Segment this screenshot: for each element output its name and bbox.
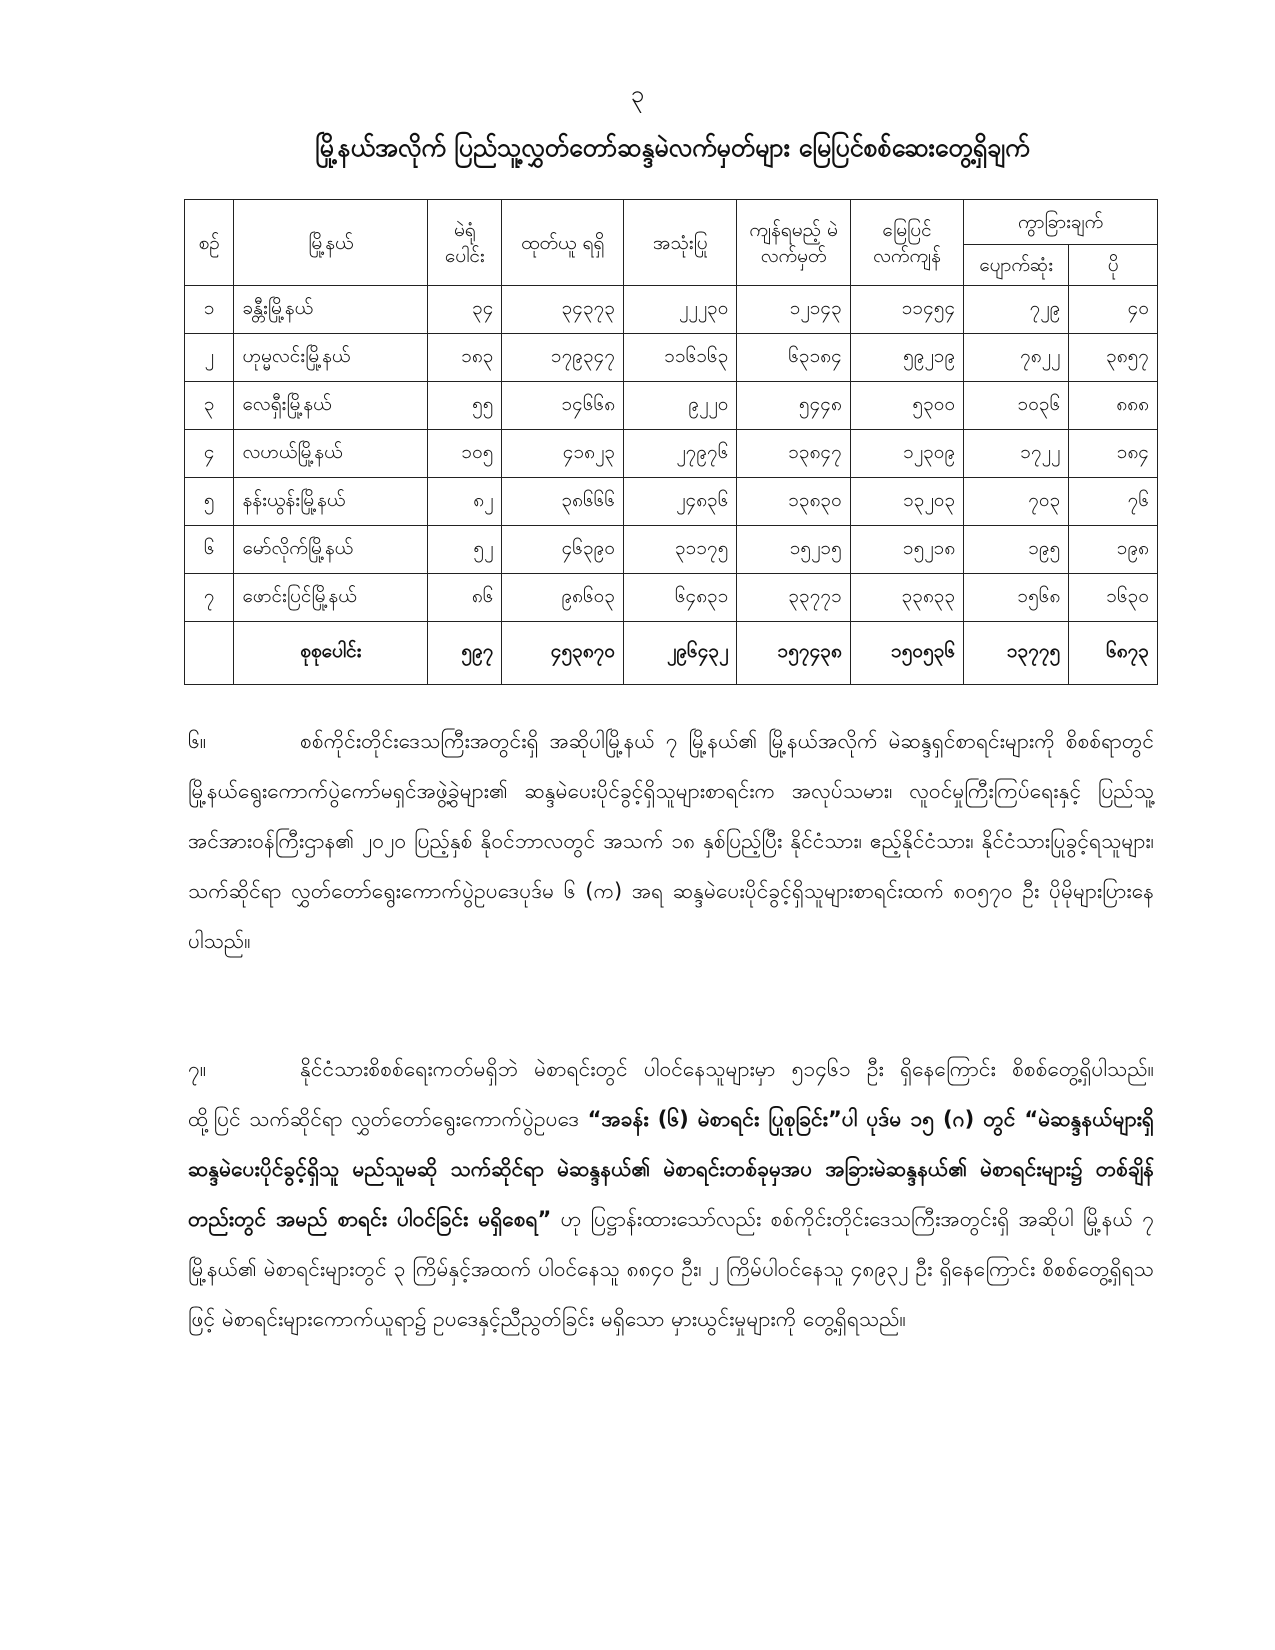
- cell-extra: ၁၉၈: [1069, 526, 1158, 574]
- header-no: စဉ်: [185, 200, 234, 286]
- cell-used: ၆၄၈၃၁: [624, 574, 737, 622]
- cell-actual: ၁၃၂၀၃: [850, 478, 963, 526]
- cell-issued: ၃၄၃၇၃: [502, 286, 624, 334]
- cell-remaining: ၁၃၈၃၀: [737, 478, 850, 526]
- cell-remaining: ၁၅၂၁၅: [737, 526, 850, 574]
- cell-extra: ၃၈၅၇: [1069, 334, 1158, 382]
- header-difference: ကွာခြားချက်: [964, 200, 1158, 245]
- total-remaining: ၁၅၇၄၃၈: [737, 622, 850, 685]
- cell-township: ဟုမ္မလင်းမြို့နယ်: [234, 334, 428, 382]
- table-row: [185, 574, 1158, 622]
- total-issued: ၄၅၃၈၇၀: [502, 622, 624, 685]
- header-missing: ပျောက်ဆုံး: [964, 245, 1069, 286]
- cell-used: ၂၇၉၇၆: [624, 430, 737, 478]
- cell-voters: ၁၈၃: [428, 334, 502, 382]
- cell-voters: ၁၀၅: [428, 430, 502, 478]
- cell-extra: ၁၆၃၀: [1069, 574, 1158, 622]
- cell-township: မော်လိုက်မြို့နယ်: [234, 526, 428, 574]
- cell-missing: ၇၂၉: [964, 286, 1069, 334]
- cell-remaining: ၆၃၁၈၄: [737, 334, 850, 382]
- cell-no: ၃: [185, 382, 234, 430]
- table-row: [185, 286, 1158, 334]
- cell-township: ခန္တီးမြို့နယ်: [234, 286, 428, 334]
- cell-township: လေရှီးမြို့နယ်: [234, 382, 428, 430]
- cell-remaining: ၁၂၁၄၃: [737, 286, 850, 334]
- cell-issued: ၄၆၃၉၀: [502, 526, 624, 574]
- cell-no: ၅: [185, 478, 234, 526]
- cell-actual: ၅၉၂၁၉: [850, 334, 963, 382]
- cell-issued: ၃၈၆၆၆: [502, 478, 624, 526]
- cell-no: ၄: [185, 430, 234, 478]
- paragraph-7-law-quote: “အခန်း (၆) မဲစာရင်း ပြုစုခြင်း”ပါ ပုဒ်မ ၁၅ (ဂ) တွင် “မဲဆန္ဒနယ်များရှိ ဆန္ဒမဲပေးပိုင်ခွင့်ရှိသူ မည်သူမဆို သက်ဆိုင်ရာ မဲဆန္ဒနယ်၏ မဲစာရင်းတစ်ခုမှအပ အခြားမဲဆန္ဒနယ်၏ မဲစာရင်းများ၌ တစ်ချိန်တည်းတွင် အမည် စာရင်း ပါဝင်ခြင်း မရှိစေရ”: [188, 1107, 1154, 1231]
- cell-used: ၂၄၈၃၆: [624, 478, 737, 526]
- header-township: မြို့နယ်: [234, 200, 428, 286]
- cell-extra: ၄၀: [1069, 286, 1158, 334]
- cell-missing: ၇၈၂၂: [964, 334, 1069, 382]
- cell-used: ၂၂၂၃၀: [624, 286, 737, 334]
- cell-used: ၃၁၁၇၅: [624, 526, 737, 574]
- cell-extra: ၁၈၄: [1069, 430, 1158, 478]
- total-missing: ၁၃၇၇၅: [964, 622, 1069, 685]
- paragraph-6: [188, 716, 1154, 966]
- cell-no-empty: [185, 622, 234, 685]
- paragraph-7-number: ၇။: [188, 1057, 207, 1081]
- cell-voters: ၅၂: [428, 526, 502, 574]
- cell-actual: ၁၁၄၅၄: [850, 286, 963, 334]
- page-title: မြို့နယ်အလိုက် ပြည်သူ့လွှတ်တော်ဆန္ဒမဲလက်မှတ်များ မြေပြင်စစ်ဆေးတွေ့ရှိချက်: [315, 133, 1030, 162]
- header-actual: မြေပြင် လက်ကျန်: [850, 200, 963, 286]
- cell-missing: ၁၉၅: [964, 526, 1069, 574]
- page-number: ၃: [630, 80, 645, 108]
- cell-remaining: ၃၃၇၇၁: [737, 574, 850, 622]
- cell-missing: ၁၀၃၆: [964, 382, 1069, 430]
- cell-no: ၇: [185, 574, 234, 622]
- cell-actual: ၃၃၈၃၃: [850, 574, 963, 622]
- total-used: ၂၉၆၄၃၂: [624, 622, 737, 685]
- cell-issued: ၁၄၆၆၈: [502, 382, 624, 430]
- cell-no: ၁: [185, 286, 234, 334]
- cell-used: ၉၂၂၀: [624, 382, 737, 430]
- header-used: အသုံးပြု: [624, 200, 737, 286]
- cell-missing: ၁၅၆၈: [964, 574, 1069, 622]
- cell-township: နန်းယွန်းမြို့နယ်: [234, 478, 428, 526]
- paragraph-7: [188, 1044, 1154, 1344]
- cell-extra: ၈၈၈: [1069, 382, 1158, 430]
- cell-voters: ၈၆: [428, 574, 502, 622]
- paragraph-6-number: ၆။: [188, 729, 207, 753]
- total-voters: ၅၉၇: [428, 622, 502, 685]
- cell-voters: ၈၂: [428, 478, 502, 526]
- table-total-row: [185, 622, 1158, 685]
- cell-remaining: ၅၄၄၈: [737, 382, 850, 430]
- cell-used: ၁၁၆၁၆၃: [624, 334, 737, 382]
- cell-no: ၆: [185, 526, 234, 574]
- total-actual: ၁၅၀၅၃၆: [850, 622, 963, 685]
- table-row: [185, 382, 1158, 430]
- header-voters: မဲရုံ ပေါင်း: [428, 200, 502, 286]
- cell-township: လဟယ်မြို့နယ်: [234, 430, 428, 478]
- cell-no: ၂: [185, 334, 234, 382]
- cell-issued: ၄၁၈၂၃: [502, 430, 624, 478]
- total-label: စုစုပေါင်း: [234, 622, 428, 685]
- cell-voters: ၃၄: [428, 286, 502, 334]
- paragraph-7-text-2: ဟု ပြဋ္ဌာန်းထားသော်လည်း စစ်ကိုင်းတိုင်းဒေသကြီးအတွင်းရှိ အဆိုပါ မြို့နယ် ၇ မြို့နယ်၏ မဲစာရင်းများတွင် ၃ ကြိမ်နှင့်အထက် ပါဝင်နေသူ ၈၈၄၀ ဦး၊ ၂ ကြိမ်ပါဝင်နေသူ ၄၈၉၃၂ ဦး ရှိနေကြောင်း စိစစ်တွေ့ရှိရသဖြင့် မဲစာရင်းများကောက်ယူရာ၌ ဥပဒေနှင့်ညီညွတ်ခြင်း မရှိသော မှားယွင်းမှုများကို တွေ့ရှိရသည်။: [188, 1207, 1155, 1331]
- ballot-inspection-table: [184, 199, 1158, 685]
- cell-missing: ၁၇၂၂: [964, 430, 1069, 478]
- paragraph-6-text: စစ်ကိုင်းတိုင်းဒေသကြီးအတွင်းရှိ အဆိုပါမြို့နယ် ၇ မြို့နယ်၏ မြို့နယ်အလိုက် မဲဆန္ဒရှင်စာရင်းများကို စိစစ်ရာတွင် မြို့နယ်ရွေးကောက်ပွဲကော်မရှင်အဖွဲ့ခွဲများ၏ ဆန္ဒမဲပေးပိုင်ခွင့်ရှိသူများစာရင်းက အလုပ်သမား၊ လူဝင်မှုကြီးကြပ်ရေးနှင့် ပြည်သူ့အင်အားဝန်ကြီးဌာန၏ ၂၀၂၀ ပြည့်နှစ် နိုဝင်ဘာလတွင် အသက် ၁၈ နှစ်ပြည့်ပြီး နိုင်ငံသား၊ ဧည့်နိုင်ငံသား၊ နိုင်ငံသားပြုခွင့်ရသူများ၊ သက်ဆိုင်ရာ လွှတ်တော်ရွေးကောက်ပွဲဥပဒေပုဒ်မ ၆ (က) အရ ဆန္ဒမဲပေးပိုင်ခွင့်ရှိသူများစာရင်းထက် ၈၀၅၇၀ ဦး ပိုမိုများပြားနေပါသည်။: [188, 729, 1154, 953]
- header-issued: ထုတ်ယူ ရရှိ: [502, 200, 624, 286]
- cell-actual: ၁၂၃၀၉: [850, 430, 963, 478]
- header-extra: ပို: [1069, 245, 1158, 286]
- cell-remaining: ၁၃၈၄၇: [737, 430, 850, 478]
- cell-township: ဖောင်းပြင်မြို့နယ်: [234, 574, 428, 622]
- header-remaining: ကျန်ရမည့် မဲလက်မှတ်: [737, 200, 850, 286]
- cell-voters: ၅၅: [428, 382, 502, 430]
- table-row: [185, 478, 1158, 526]
- table-row: [185, 430, 1158, 478]
- cell-actual: ၅၃၀၀: [850, 382, 963, 430]
- cell-actual: ၁၅၂၁၈: [850, 526, 963, 574]
- cell-extra: ၇၆: [1069, 478, 1158, 526]
- cell-issued: ၉၈၆၀၃: [502, 574, 624, 622]
- cell-missing: ၇၀၃: [964, 478, 1069, 526]
- paragraph-7-text-1: နိုင်ငံသားစိစစ်ရေးကတ်မရှိဘဲ မဲစာရင်းတွင် ပါဝင်နေသူများမှာ ၅၁၄၆၁ ဦး ရှိနေကြောင်း စိစစ်တွေ့ရှိပါသည်။ ထို့ပြင် သက်ဆိုင်ရာ လွှတ်တော်ရွေးကောက်ပွဲဥပဒေ: [188, 1057, 1154, 1131]
- table-row: [185, 334, 1158, 382]
- cell-issued: ၁၇၉၃၄၇: [502, 334, 624, 382]
- total-extra: ၆၈၇၃: [1069, 622, 1158, 685]
- table-row: [185, 526, 1158, 574]
